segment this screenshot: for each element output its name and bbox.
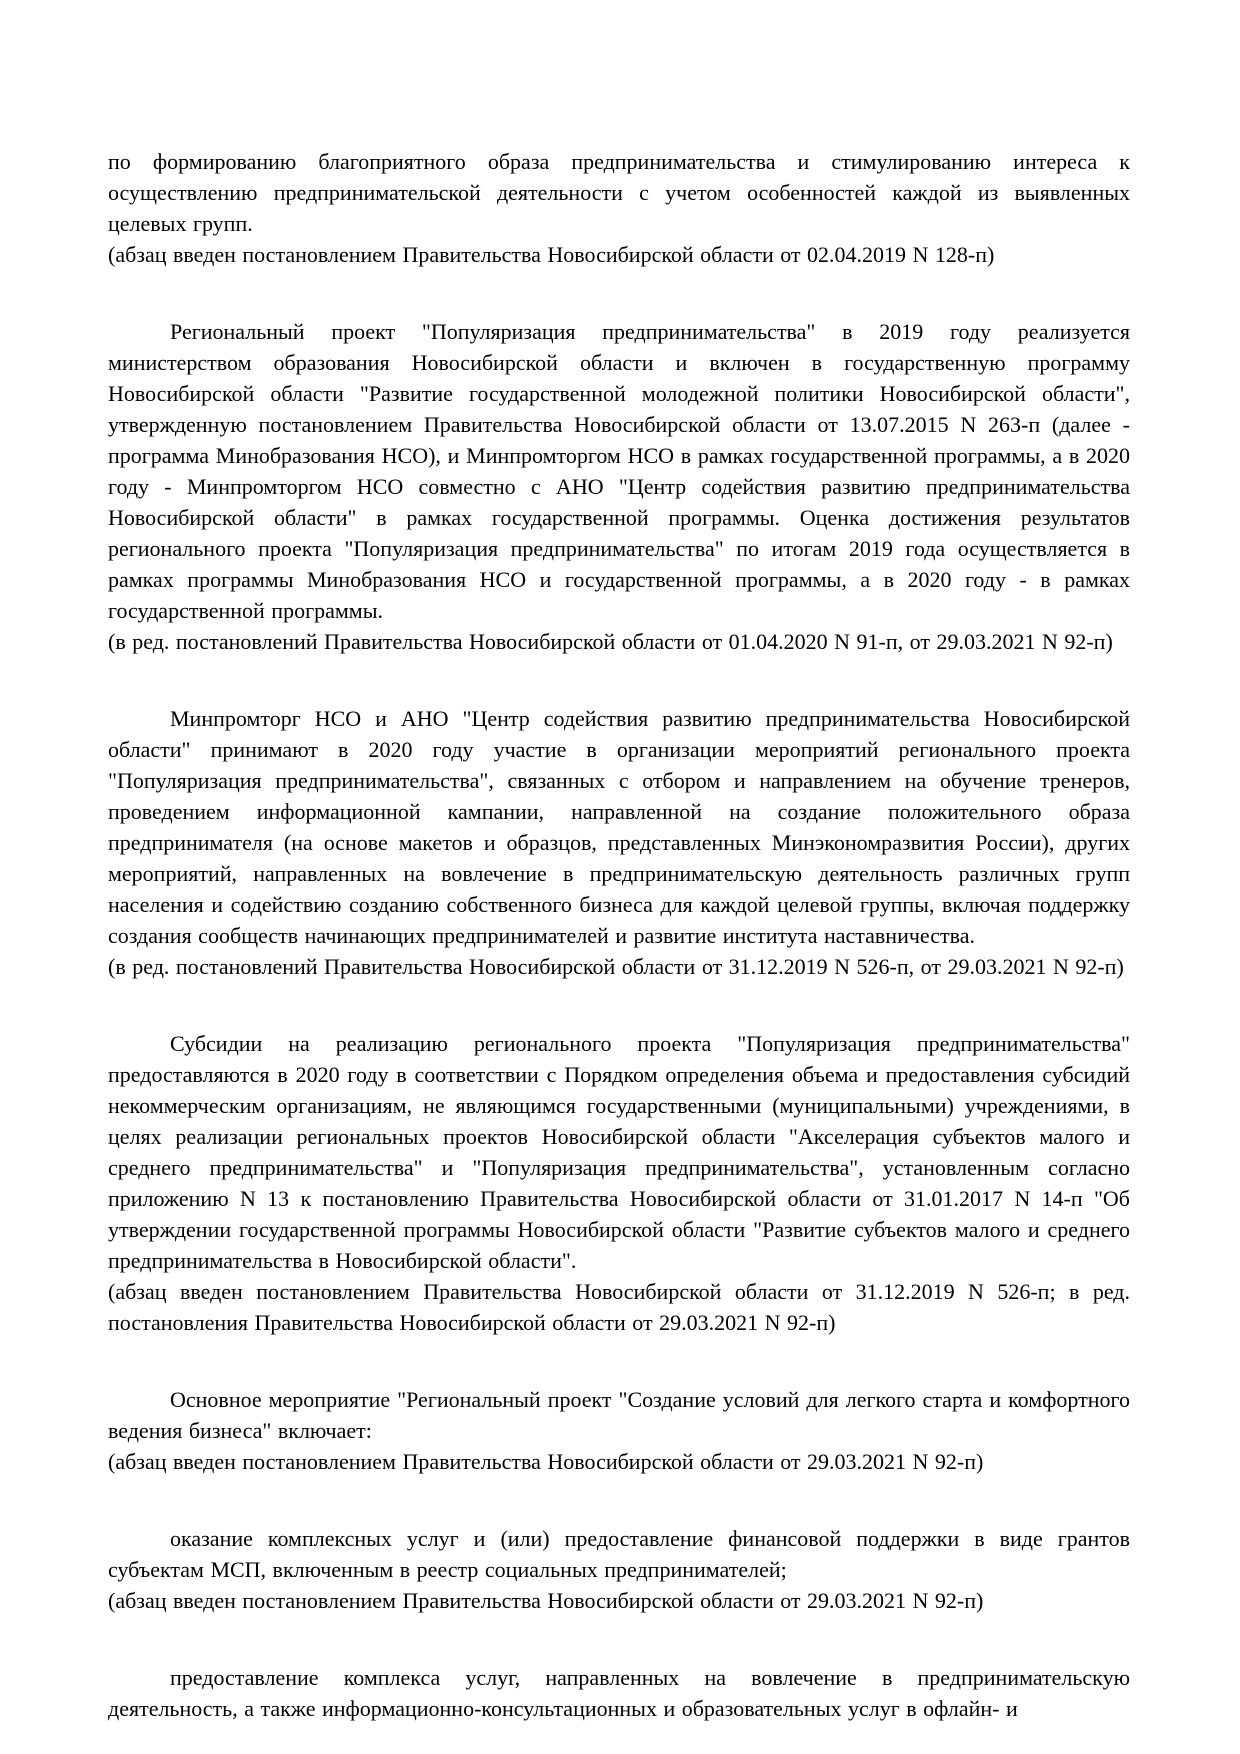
amendment-note: (абзац введен постановлением Правительства Новосибирской области от 31.12.2019 N 526-п; в ред. постановления Правительства Новосибирской области от 29.03.2021 N 92-п)	[108, 1279, 1130, 1335]
paragraph: оказание комплексных услуг и (или) предоставление финансовой поддержки в виде грантов субъектам МСП, включенным в реестр социальных предпринимателей;	[108, 1526, 1130, 1582]
amendment-note: (в ред. постановлений Правительства Новосибирской области от 31.12.2019 N 526-п, от 29.03.2021 N 92-п)	[108, 954, 1124, 979]
amendment-note: (в ред. постановлений Правительства Новосибирской области от 01.04.2020 N 91-п, от 29.03.2021 N 92-п)	[108, 629, 1113, 654]
amendment-note: (абзац введен постановлением Правительства Новосибирской области от 29.03.2021 N 92-п)	[108, 1588, 984, 1613]
amendment-note: (абзац введен постановлением Правительства Новосибирской области от 02.04.2019 N 128-п)	[108, 242, 995, 267]
paragraph: Субсидии на реализацию регионального проекта "Популяризация предпринимательства" предоставляются в 2020 году в соответствии с Порядком определения объема и предоставления субсидий некоммерческим организациям, не являющимся государственными (муниципальными) учреждениями, в целях реализации региональных проектов Новосибирской области "Акселерация субъектов малого и среднего предпринимательства" и "Популяризация предпринимательства", установленным согласно приложению N 13 к постановлению Правительства Новосибирской области от 31.01.2017 N 14-п "Об утверждении государственной программы Новосибирской области "Развитие субъектов малого и среднего предпринимательства в Новосибирской области".	[108, 1031, 1130, 1273]
paragraph-continuation: по формированию благоприятного образа предпринимательства и стимулированию интереса к осуществлению предпринимательской деятельности с учетом особенностей каждой из выявленных целевых групп.	[108, 149, 1130, 236]
paragraph: Основное мероприятие "Региональный проект "Создание условий для легкого старта и комфортного ведения бизнеса" включает:	[108, 1387, 1130, 1443]
paragraph: Региональный проект "Популяризация предпринимательства" в 2019 году реализуется министерством образования Новосибирской области и включен в государственную программу Новосибирской области "Развитие государственной молодежной политики Новосибирской области", утвержденную постановлением Правительства Новосибирской области от 13.07.2015 N 263-п (далее - программа Минобразования НСО), и Минпромторгом НСО в рамках государственной программы, а в 2020 году - Минпромторгом НСО совместно с АНО "Центр содействия развитию предпринимательства Новосибирской области" в рамках государственной программы. Оценка достижения результатов регионального проекта "Популяризация предпринимательства" по итогам 2019 года осуществляется в рамках программы Минобразования НСО и государственной программы, а в 2020 году - в рамках государственной программы.	[108, 319, 1130, 623]
paragraph: Минпромторг НСО и АНО "Центр содействия развитию предпринимательства Новосибирской области" принимают в 2020 году участие в организации мероприятий регионального проекта "Популяризация предпринимательства", связанных с отбором и направлением на обучение тренеров, проведением информационной кампании, направленной на создание положительного образа предпринимателя (на основе макетов и образцов, представленных Минэкономразвития России), других мероприятий, направленных на вовлечение в предпринимательскую деятельность различных групп населения и содействию созданию собственного бизнеса для каждой целевой группы, включая поддержку создания сообществ начинающих предпринимателей и развитие института наставничества.	[108, 706, 1130, 948]
paragraph: предоставление комплекса услуг, направленных на вовлечение в предпринимательскую деятельность, а также информационно-консультационных и образовательных услуг в офлайн- и	[108, 1665, 1130, 1721]
amendment-note: (абзац введен постановлением Правительства Новосибирской области от 29.03.2021 N 92-п)	[108, 1449, 984, 1474]
